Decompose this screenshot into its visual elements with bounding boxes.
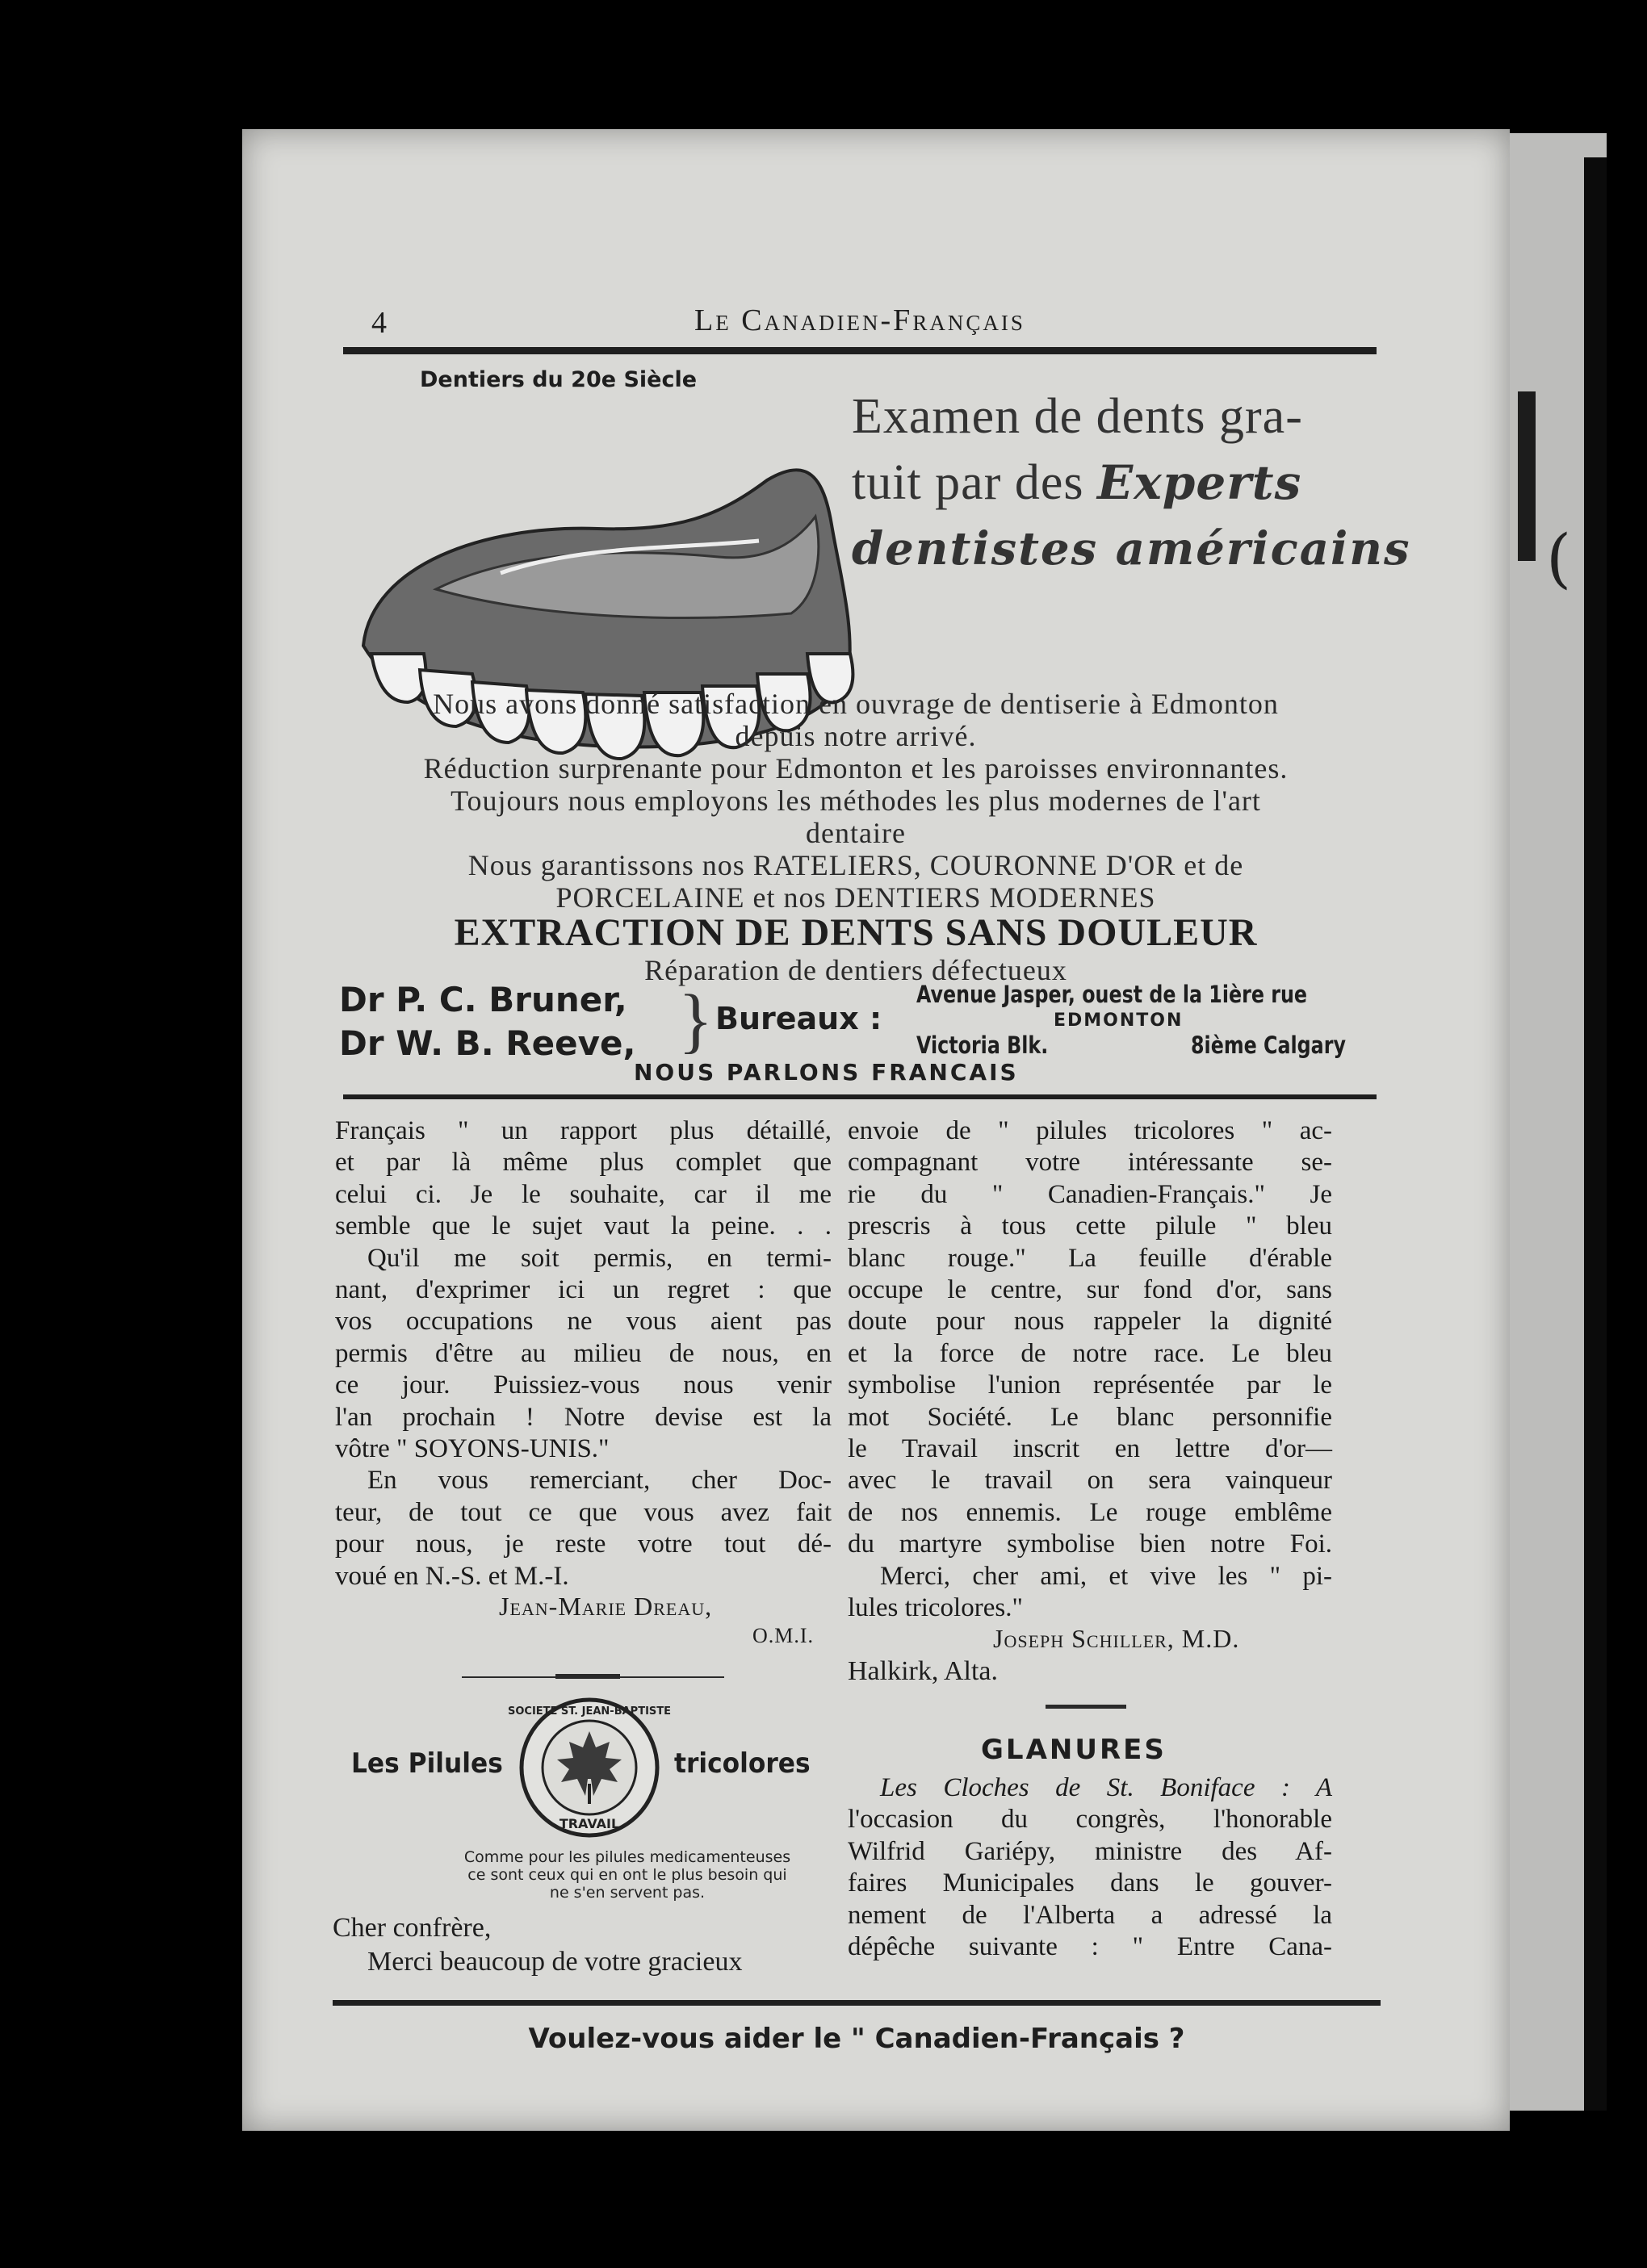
text-line: voué en N.-S. et M.-I. bbox=[335, 1561, 569, 1591]
page-edge-mark bbox=[1518, 391, 1536, 561]
glanures-title: GLANURES bbox=[981, 1734, 1167, 1766]
text-line: Wilfrid Gariépy, ministre des Af- bbox=[848, 1836, 1332, 1866]
text-line: teur, de tout ce que vous avez fait bbox=[335, 1497, 832, 1527]
left-signature-title: O.M.I. bbox=[752, 1624, 815, 1647]
doctor-bruner: Dr P. C. Bruner, bbox=[339, 980, 627, 1019]
text-line: pour nous, je reste votre tout dé- bbox=[335, 1529, 832, 1559]
pills-caption-line: Comme pour les pilules medicamenteuses bbox=[463, 1848, 791, 1866]
pills-left-label: Les Pilules bbox=[351, 1747, 503, 1780]
text-line: avec le travail on sera vainqueur bbox=[848, 1466, 1332, 1496]
text-line: lules tricolores." bbox=[848, 1593, 1023, 1623]
society-seal-icon bbox=[507, 1695, 672, 1840]
right-location: Halkirk, Alta. bbox=[848, 1656, 999, 1686]
page-edge-shadow bbox=[1584, 157, 1607, 2111]
glanures-text bbox=[848, 1772, 1332, 1963]
right-signature: Joseph Schiller, M.D. bbox=[993, 1624, 1240, 1653]
ad-body-line: Toujours nous employons les méthodes les plus modernes de l'art bbox=[451, 785, 1261, 817]
text-line: Français " un rapport plus détaillé, bbox=[335, 1116, 832, 1145]
text-line: blanc rouge." La feuille d'érable bbox=[848, 1243, 1332, 1273]
text-line: le Travail inscrit en lettre d'or— bbox=[848, 1434, 1332, 1464]
text-line: celui ci. Je le souhaite, car il me bbox=[335, 1179, 832, 1209]
text-line: envoie de " pilules tricolores " ac- bbox=[848, 1116, 1332, 1145]
bureaux-label: Bureaux : bbox=[715, 1001, 882, 1036]
text-line: l'an prochain ! Notre devise est la bbox=[335, 1402, 832, 1432]
text-line: compagnant votre intéressante se- bbox=[848, 1148, 1332, 1178]
salutation: Cher confrère, bbox=[333, 1913, 492, 1943]
ad-footer: NOUS PARLONS FRANCAIS bbox=[634, 1059, 1019, 1086]
ad-body-line: Nous avons donné satisfaction en ouvrage de dentiserie à Edmonton bbox=[433, 688, 1279, 720]
ad-body-line: dentaire bbox=[806, 817, 906, 849]
right-divider bbox=[1046, 1705, 1126, 1709]
text-line: l'occasion du congrès, l'honorable bbox=[848, 1805, 1332, 1835]
ad-bottom-rule bbox=[343, 1094, 1377, 1099]
text-line: symbolise l'union représentée par le bbox=[848, 1370, 1332, 1400]
text-line: mot Société. Le blanc personnifie bbox=[848, 1402, 1332, 1432]
ad-repair: Réparation de dentiers défectueux bbox=[644, 954, 1067, 986]
ad-doctors bbox=[339, 978, 635, 1065]
ad-body-line: Nous garantissons nos RATELIERS, COURONNE D'OR et de bbox=[467, 849, 1244, 881]
ad-body-line: depuis notre arrivé. bbox=[735, 720, 977, 752]
doctor-reeve: Dr W. B. Reeve, bbox=[339, 1023, 636, 1063]
headline-experts: Experts bbox=[1097, 455, 1302, 510]
footer-banner: Voulez-vous aider le " Canadien-Français ? bbox=[528, 2023, 1185, 2055]
ad-body-line: PORCELAINE et nos DENTIERS MODERNES bbox=[555, 881, 1156, 914]
text-line: permis d'être au milieu de nous, en bbox=[335, 1338, 832, 1368]
text-line: et la force de notre race. Le bleu bbox=[848, 1338, 1332, 1368]
text-line: vôtre " SOYONS-UNIS." bbox=[335, 1434, 610, 1464]
text-line: doute pour nous rappeler la dignité bbox=[848, 1307, 1332, 1337]
left-signature: Jean-Marie Dreau, bbox=[499, 1592, 713, 1621]
city-edmonton: EDMONTON bbox=[1054, 1011, 1184, 1031]
text-line: prescris à tous cette pilule " bleu bbox=[848, 1211, 1332, 1241]
header-rule bbox=[343, 347, 1377, 354]
pills-caption-line: ce sont ceux qui en ont le plus besoin qui bbox=[467, 1866, 787, 1884]
text-line: et par là même plus complet que bbox=[335, 1148, 832, 1178]
page-edge-glyph: ( bbox=[1546, 521, 1572, 596]
address-1: Avenue Jasper, ouest de la 1ière rue bbox=[916, 981, 1308, 1008]
text-line: faires Municipales dans le gouver- bbox=[848, 1868, 1332, 1898]
text-line: rie du " Canadien-Français." Je bbox=[848, 1179, 1332, 1209]
page-number: 4 bbox=[371, 306, 387, 340]
text-line: occupe le centre, sur fond d'or, sans bbox=[848, 1275, 1332, 1305]
text-line: En vous remerciant, cher Doc- bbox=[367, 1466, 832, 1496]
left-column-text bbox=[335, 1115, 832, 1592]
left-divider-center bbox=[555, 1674, 620, 1679]
text-line: nement de l'Alberta a adressé la bbox=[848, 1900, 1332, 1930]
headline-line-3: dentistes américains bbox=[852, 522, 1411, 575]
adjacent-page-edge bbox=[1510, 133, 1607, 2111]
headline-line-2: tuit par des Experts bbox=[852, 455, 1302, 510]
text-line: vos occupations ne vous aient pas bbox=[335, 1307, 832, 1337]
text-line: Les Cloches de St. Boniface : A bbox=[880, 1773, 1332, 1802]
text-line: de nos ennemis. Le rouge emblême bbox=[848, 1497, 1332, 1527]
address-2a: Victoria Blk. bbox=[916, 1031, 1049, 1059]
address-2b: 8ième Calgary bbox=[1191, 1031, 1346, 1059]
text-line: ce jour. Puissiez-vous nous venir bbox=[335, 1370, 832, 1400]
text-line: Qu'il me soit permis, en termi- bbox=[367, 1243, 832, 1273]
seal-bottom-text: TRAVAIL bbox=[559, 1816, 620, 1831]
running-title: Le Canadien-Français bbox=[694, 303, 1025, 337]
footer-rule bbox=[333, 2000, 1381, 2006]
ad-caption: Dentiers du 20e Siècle bbox=[420, 367, 698, 392]
seal-top-text: SOCIETE ST. JEAN-BAPTISTE bbox=[507, 1705, 672, 1718]
text-line: Merci, cher ami, et vive les " pi- bbox=[880, 1561, 1332, 1591]
ad-extraction: EXTRACTION DE DENTS SANS DOULEUR bbox=[454, 911, 1258, 954]
ad-body-line: Réduction surprenante pour Edmonton et les paroisses environnantes. bbox=[423, 752, 1289, 785]
pills-caption-line: ne s'en servent pas. bbox=[549, 1884, 706, 1902]
pills-caption bbox=[438, 1848, 817, 1902]
text-line: dépêche suivante : " Entre Cana- bbox=[848, 1932, 1332, 1962]
ad-headline bbox=[852, 383, 1411, 582]
pills-right-label: tricolores bbox=[674, 1747, 811, 1780]
text-line: nant, d'exprimer ici un regret : que bbox=[335, 1275, 832, 1305]
doctors-brace: } bbox=[678, 981, 714, 1061]
document-page bbox=[242, 129, 1510, 2131]
right-column-text bbox=[848, 1115, 1332, 1625]
headline-line-1: Examen de dents gra- bbox=[852, 389, 1303, 444]
text-line: semble que le sujet vaut la peine. . . bbox=[335, 1211, 832, 1241]
text-line: du martyre symbolise bien notre Foi. bbox=[848, 1529, 1332, 1559]
thanks-line: Merci beaucoup de votre gracieux bbox=[367, 1947, 743, 1977]
